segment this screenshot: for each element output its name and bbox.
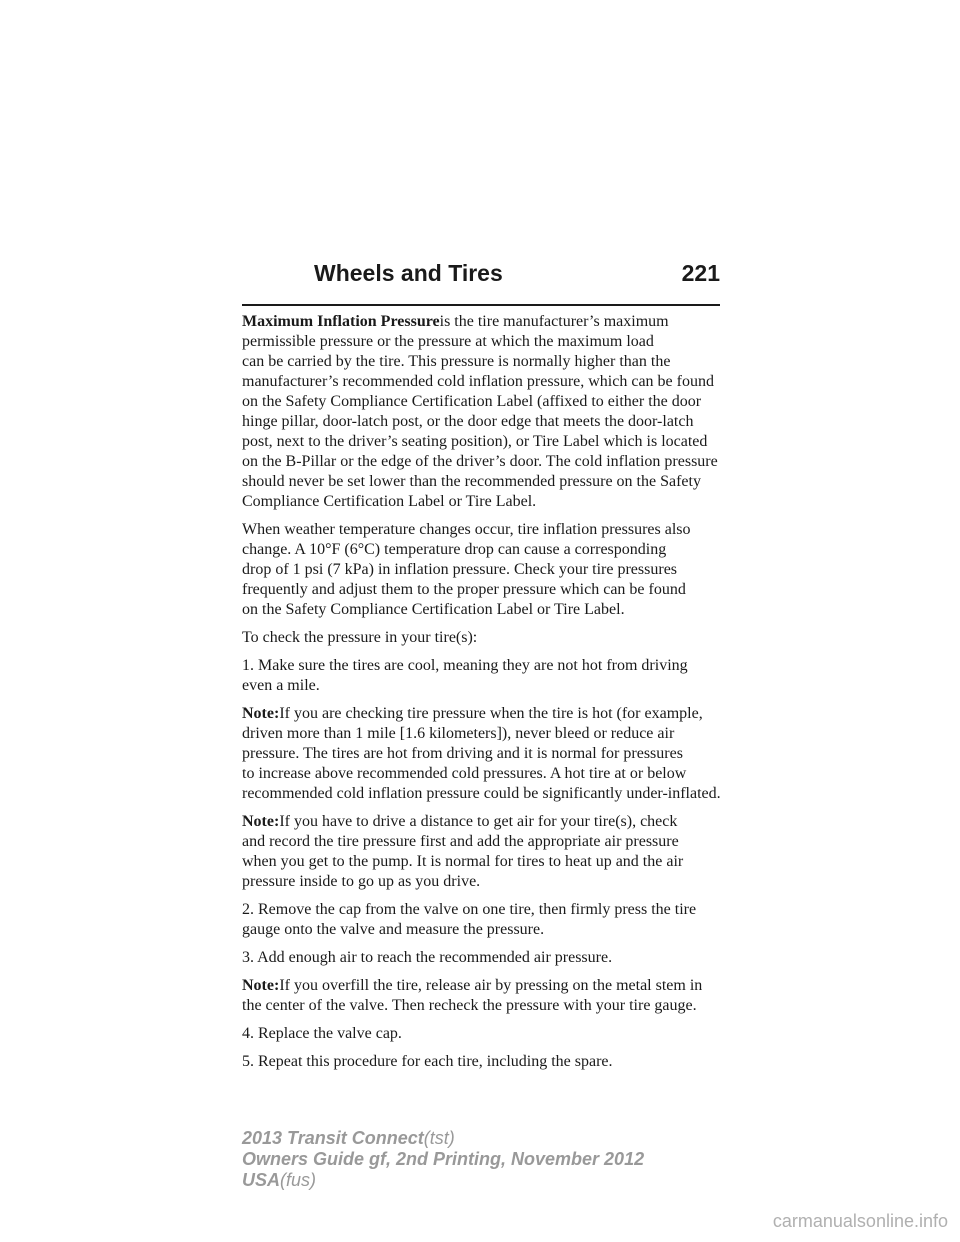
- footer-line-1: 2013 Transit Connect(tst): [242, 1128, 455, 1148]
- note-overfill: Note:If you overfill the tire, release air by pressing on the metal stem in the center of the valve. Then recheck the pressure with your tire gauge.: [242, 977, 703, 1014]
- note-hot-tire: Note:If you are checking tire pressure when the tire is hot (for example, driven more than 1 mile [1.6 kilometers]), never bleed or reduce air pressure. The tires are hot from driving and it is normal for pressures to increase above recommended cold pressures. A hot tire at or below recommended cold inflation pressure could be significantly under-inflated.: [242, 705, 721, 802]
- term-max-inflation-pressure: Maximum Inflation Pressure: [242, 313, 440, 330]
- footer-line-3: USA(fus): [242, 1170, 317, 1190]
- note-label: Note:: [242, 977, 280, 994]
- page-footer: [242, 1128, 644, 1191]
- step-4: 4. Replace the valve cap.: [242, 1025, 402, 1042]
- footer-line-2: Owners Guide gf, 2nd Printing, November 2012: [242, 1149, 645, 1169]
- paragraph-intro-steps: To check the pressure in your tire(s):: [242, 629, 478, 646]
- page-header: [242, 256, 720, 306]
- note-label: Note:: [242, 813, 280, 830]
- step-2: 2. Remove the cap from the valve on one tire, then firmly press the tire gauge onto the valve and measure the pressure.: [242, 901, 697, 938]
- step-1: 1. Make sure the tires are cool, meaning they are not hot from driving even a mile.: [242, 657, 688, 694]
- note-label: Note:: [242, 705, 280, 722]
- section-title: Wheels and Tires: [314, 260, 503, 286]
- step-3: 3. Add enough air to reach the recommended air pressure.: [242, 949, 613, 966]
- page-number: 221: [681, 260, 720, 286]
- page-body: [242, 312, 722, 1080]
- step-5: 5. Repeat this procedure for each tire, including the spare.: [242, 1053, 613, 1070]
- watermark: carmanualsonline.info: [772, 1211, 948, 1231]
- paragraph-max-inflation: Maximum Inflation Pressureis the tire manufacturer’s maximum permissible pressure or the pressure at which the maximum load can be carried by the tire. This pressure is normally higher than the manufacturer’s recommended cold inflation pressure, which can be found on the Safety Compliance Certification Label (affixed to either the door hinge pillar, door-latch post, or the door edge that meets the door-latch post, next to the driver’s seating position), or Tire Label which is located on the B-Pillar or the edge of the driver’s door. The cold inflation pressure should never be set lower than the recommended pressure on the Safety Compliance Certification Label or Tire Label.: [242, 313, 718, 510]
- paragraph-temperature: When weather temperature changes occur, tire inflation pressures also change. A 10°F (6°C) temperature drop can cause a corresponding drop of 1 psi (7 kPa) in inflation pressure. Check your tire pressures frequently and adjust them to the proper pressure which can be found on the Safety Compliance Certification Label or Tire Label.: [242, 521, 691, 618]
- note-drive-distance: Note:If you have to drive a distance to get air for your tire(s), check and record the tire pressure first and add the appropriate air pressure when you get to the pump. It is normal for tires to heat up and the air pressure inside to go up as you drive.: [242, 813, 684, 890]
